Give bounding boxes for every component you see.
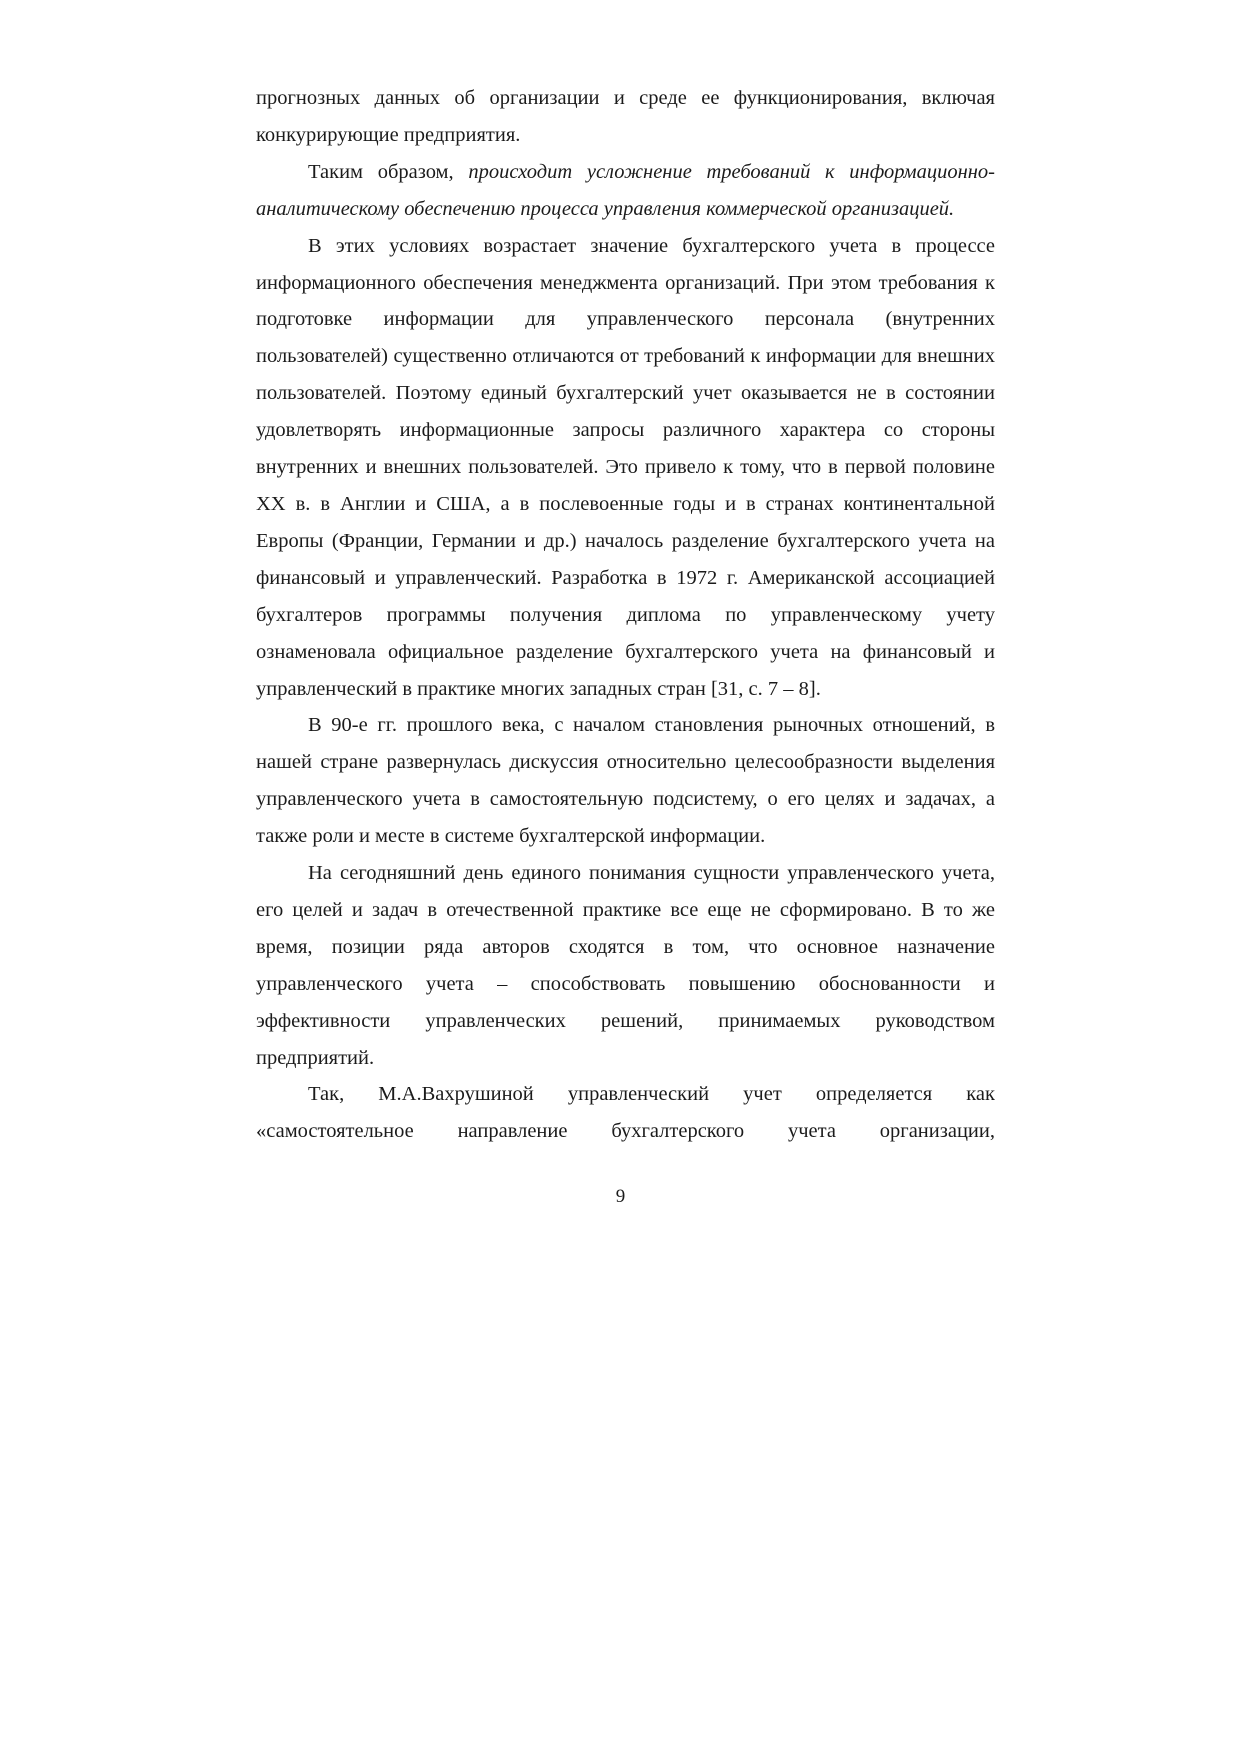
paragraph-continuation: прогнозных данных об организации и среде ее функционирования, включая конкурирующие предприятия. [256,87,995,146]
paragraph-lead: Таким образом, [308,160,469,183]
paragraph-current-understanding: На сегодняшний день единого понимания сущности управленческого учета, его целей и задач в отечественной практике все еще не сформировано. В то же время, позиции ряда авторов сходятся в том, что основное назначение управленческого учета – способствовать повышению обоснованности и эффективности управленческих решений, принимаемых руководством предприятий. [256,862,995,1069]
paragraph-nineties-discussion: В 90-е гг. прошлого века, с началом становления рыночных отношений, в нашей стране развернулась дискуссия относительно целесообразности выделения управленческого учета в самостоятельную подсистему, о его целях и задачах, а также роли и месте в системе бухгалтерской информации. [256,714,995,848]
page-number: 9 [615,1186,626,1207]
paragraph-conclusion [256,154,995,228]
paragraph-accounting-history: В этих условиях возрастает значение бухгалтерского учета в процессе информационного обеспечения менеджмента организаций. При этом требования к подготовке информации для управленческого персонала (внутренних пользователей) существенно отличаются от требований к информации для внешних пользователей. Поэтому единый бухгалтерский учет оказывается не в состоянии удовлетворять информационные запросы различного характера со стороны внутренних и внешних пользователей. Это привело к тому, что в первой половине XX в. в Англии и США, а в послевоенные годы и в странах континентальной Европы (Франции, Германии и др.) началось разделение бухгалтерского учета на финансовый и управленческий. Разработка в 1972 г. Американской ассоциацией бухгалтеров программы получения диплома по управленческому учету ознаменовала официальное разделение бухгалтерского учета на финансовый и управленческий в практике многих западных стран [31, с. 7 – 8]. [256,234,995,700]
paragraph-definition: Так, М.А.Вахрушиной управленческий учет определяется как «самостоятельное направление бухгалтерского учета организации, [256,1083,995,1143]
body-text [256,80,995,1150]
italic-emphasis: происходит усложнение требований к информационно-аналитическому обеспечению процесса управления коммерческой организацией. [256,160,995,220]
